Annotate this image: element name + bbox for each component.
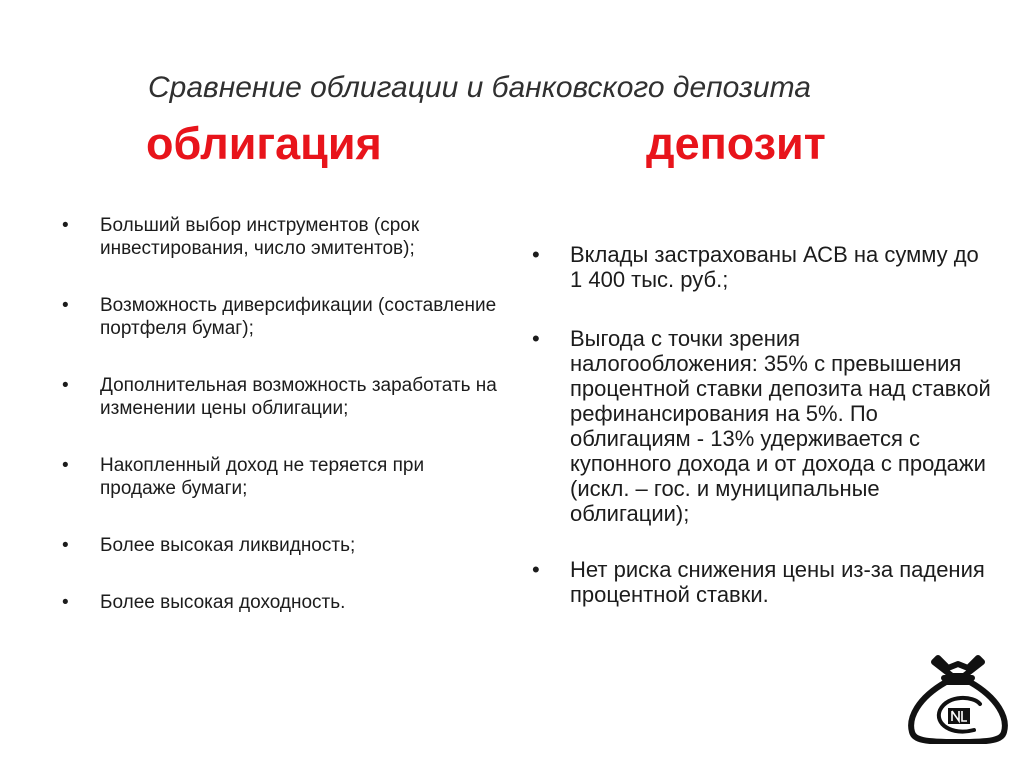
list-item xyxy=(62,591,502,614)
bullet-icon: • xyxy=(532,242,540,267)
list-item xyxy=(62,374,502,420)
list-item-text: Более высокая ликвидность; xyxy=(100,535,356,556)
bullet-icon: • xyxy=(62,375,69,396)
list-item-text: Вклады застрахованы АСВ на сумму до 1 400 тыс. руб.; xyxy=(570,242,979,292)
list-item xyxy=(532,557,992,607)
bullet-icon: • xyxy=(62,535,69,556)
list-item xyxy=(62,294,502,340)
bullet-icon: • xyxy=(62,592,69,613)
bullet-icon: • xyxy=(532,557,540,582)
list-item xyxy=(532,242,992,292)
list-item-text: Выгода с точки зрения налогообложения: 35% с превышения процентной ставки депозита над ставкой рефинансирования на 5%. По облигациям - 13% удерживается с купонного дохода и от дохода с продажи (искл. – гос. и муниципальные облигации); xyxy=(570,326,991,526)
list-item-text: Больший выбор инструментов (срок инвестирования, число эмитентов); xyxy=(100,215,420,259)
list-item-text: Возможность диверсификации (составление портфеля бумаг); xyxy=(100,295,497,339)
list-item-text: Нет риска снижения цены из-за падения процентной ставки. xyxy=(570,557,985,607)
list-item xyxy=(62,534,502,557)
list-item xyxy=(62,214,502,260)
money-bag-icon xyxy=(904,654,1012,744)
list-item-text: Более высокая доходность. xyxy=(100,592,346,613)
list-item-text: Накопленный доход не теряется при продаже бумаги; xyxy=(100,455,425,499)
list-item xyxy=(532,326,992,526)
bullet-icon: • xyxy=(62,295,69,316)
bullet-icon: • xyxy=(62,215,69,236)
bullet-icon: • xyxy=(532,326,540,351)
deposit-heading: депозит xyxy=(646,118,826,169)
bond-advantages-list xyxy=(62,214,502,648)
bullet-icon: • xyxy=(62,455,69,476)
list-item-text: Дополнительная возможность заработать на изменении цены облигации; xyxy=(100,375,497,419)
bond-heading: облигация xyxy=(146,118,382,169)
list-item xyxy=(62,454,502,500)
deposit-advantages-list xyxy=(532,242,992,641)
slide-title: Сравнение облигации и банковского депозита xyxy=(148,71,811,104)
